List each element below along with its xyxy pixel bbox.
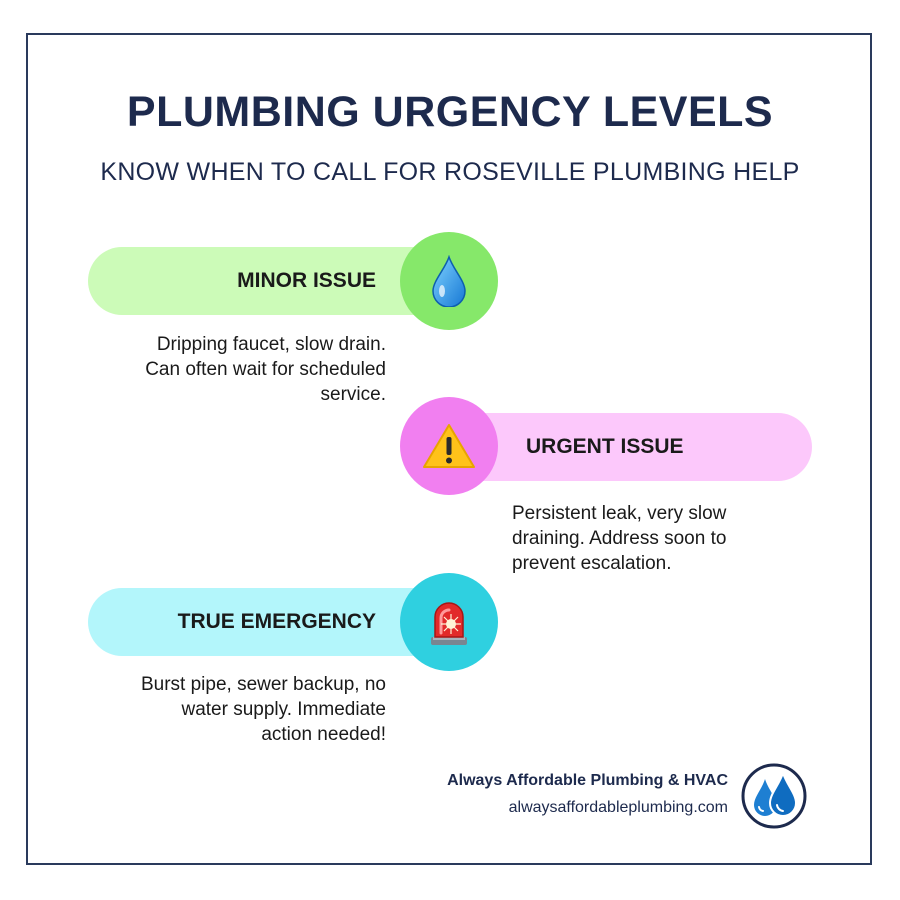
level-urgent-badge [400, 397, 498, 495]
description-line: action needed! [261, 724, 386, 745]
level-emergency-description [88, 672, 386, 747]
description-line: draining. Address soon to [512, 528, 727, 549]
description-line: Dripping faucet, slow drain. [156, 334, 386, 355]
page-subtitle: KNOW WHEN TO CALL FOR ROSEVILLE PLUMBING HELP [100, 158, 800, 186]
level-urgent-label: URGENT ISSUE [526, 435, 684, 458]
description-line: service. [320, 384, 386, 405]
company-name: Always Affordable Plumbing & HVAC [447, 772, 728, 789]
level-minor-badge [400, 232, 498, 330]
company-website[interactable]: alwaysaffordableplumbing.com [508, 799, 728, 816]
description-line: Burst pipe, sewer backup, no [140, 674, 386, 695]
page-title: PLUMBING URGENCY LEVELS [126, 88, 774, 136]
level-minor-description [88, 332, 386, 407]
level-emergency-label: TRUE EMERGENCY [177, 610, 376, 633]
description-line: prevent escalation. [512, 553, 672, 574]
description-line: Persistent leak, very slow [512, 503, 727, 524]
warning-sign-icon [422, 422, 476, 470]
siren-light-icon [427, 597, 471, 647]
twin-water-drops-logo-icon [741, 763, 807, 829]
level-emergency-badge [400, 573, 498, 671]
level-urgent-description [512, 501, 802, 576]
water-drop-icon [429, 255, 469, 307]
description-line: water supply. Immediate [181, 699, 386, 720]
level-minor-label: MINOR ISSUE [237, 269, 376, 292]
description-line: Can often wait for scheduled [145, 359, 386, 380]
